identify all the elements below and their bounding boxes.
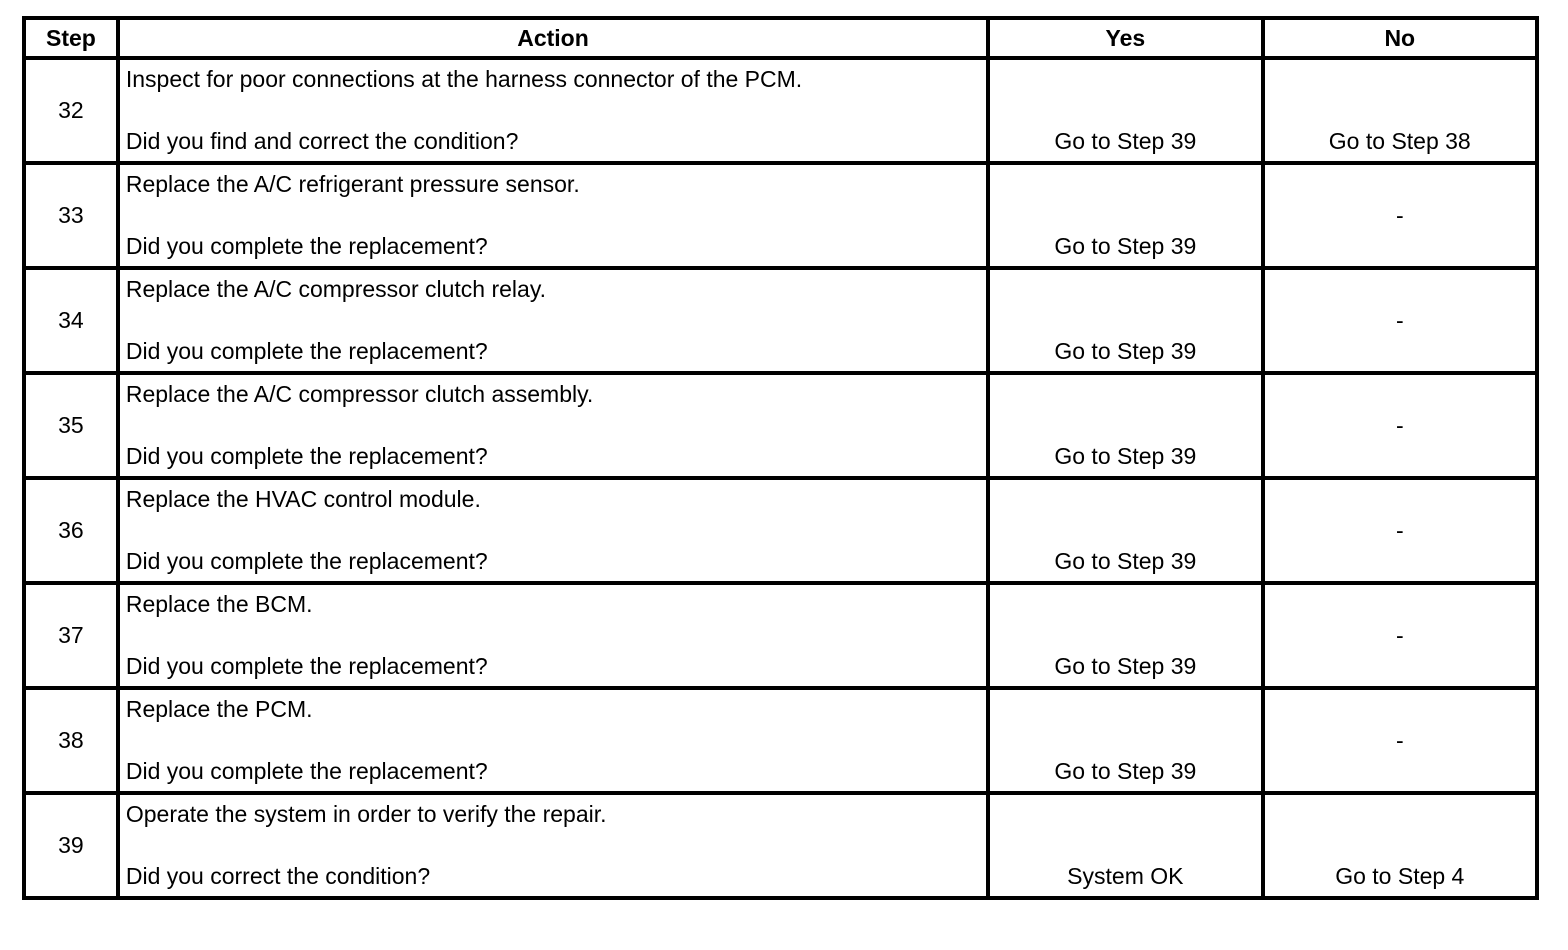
- no-cell: [1263, 793, 1537, 898]
- header-action: Action: [118, 18, 988, 58]
- step-number: 38: [24, 688, 118, 793]
- yes-result: Go to Step 39: [1054, 653, 1197, 679]
- action-cell: [118, 163, 988, 268]
- no-cell: [1263, 688, 1537, 793]
- diagnostic-steps-table: [22, 16, 1539, 900]
- action-cell: [118, 583, 988, 688]
- action-cell: [118, 478, 988, 583]
- step-number: 36: [24, 478, 118, 583]
- action-instruction: Replace the A/C compressor clutch assembly.: [125, 381, 594, 407]
- action-question: Did you complete the replacement?: [125, 233, 488, 259]
- header-yes: Yes: [988, 18, 1262, 58]
- yes-cell: [988, 58, 1262, 163]
- no-cell: [1263, 163, 1537, 268]
- yes-cell: [988, 373, 1262, 478]
- step-number: 37: [24, 583, 118, 688]
- step-number: 33: [24, 163, 118, 268]
- yes-cell: [988, 478, 1262, 583]
- no-cell: [1263, 373, 1537, 478]
- action-cell: [118, 688, 988, 793]
- yes-result: System OK: [1067, 863, 1184, 889]
- no-cell: [1263, 478, 1537, 583]
- yes-result: Go to Step 39: [1054, 548, 1197, 574]
- no-result: Go to Step 4: [1335, 863, 1465, 889]
- header-row: [24, 18, 1537, 58]
- action-question: Did you correct the condition?: [125, 863, 431, 889]
- action-cell: [118, 268, 988, 373]
- table-row: [24, 163, 1537, 268]
- action-instruction: Replace the BCM.: [125, 591, 313, 617]
- no-result-dash: -: [1395, 202, 1404, 228]
- header-no: No: [1263, 18, 1537, 58]
- table-row: [24, 688, 1537, 793]
- no-result-dash: -: [1395, 307, 1404, 333]
- step-number: 35: [24, 373, 118, 478]
- action-question: Did you find and correct the condition?: [125, 128, 519, 154]
- table-row: [24, 58, 1537, 163]
- no-result-dash: -: [1395, 622, 1404, 648]
- yes-result: Go to Step 39: [1054, 443, 1197, 469]
- table-row: [24, 268, 1537, 373]
- no-cell: [1263, 583, 1537, 688]
- action-instruction: Replace the PCM.: [125, 696, 313, 722]
- no-result-dash: -: [1395, 412, 1404, 438]
- table-row: [24, 583, 1537, 688]
- action-cell: [118, 373, 988, 478]
- no-result-dash: -: [1395, 727, 1404, 753]
- yes-cell: [988, 268, 1262, 373]
- no-cell: [1263, 268, 1537, 373]
- table-row: [24, 478, 1537, 583]
- no-result-dash: -: [1395, 517, 1404, 543]
- action-instruction: Replace the A/C compressor clutch relay.: [125, 276, 547, 302]
- action-instruction: Inspect for poor connections at the harness connector of the PCM.: [125, 66, 803, 92]
- action-instruction: Replace the A/C refrigerant pressure sensor.: [125, 171, 580, 197]
- step-number: 39: [24, 793, 118, 898]
- action-instruction: Replace the HVAC control module.: [125, 486, 481, 512]
- action-cell: [118, 793, 988, 898]
- action-question: Did you complete the replacement?: [125, 338, 488, 364]
- action-question: Did you complete the replacement?: [125, 653, 488, 679]
- yes-cell: [988, 163, 1262, 268]
- table-row: [24, 373, 1537, 478]
- no-result: Go to Step 38: [1328, 128, 1471, 154]
- action-cell: [118, 58, 988, 163]
- yes-result: Go to Step 39: [1054, 233, 1197, 259]
- yes-result: Go to Step 39: [1054, 128, 1197, 154]
- step-number: 32: [24, 58, 118, 163]
- step-number: 34: [24, 268, 118, 373]
- table-row: [24, 793, 1537, 898]
- action-question: Did you complete the replacement?: [125, 443, 488, 469]
- yes-cell: [988, 793, 1262, 898]
- action-question: Did you complete the replacement?: [125, 758, 488, 784]
- header-step: Step: [24, 18, 118, 58]
- yes-cell: [988, 583, 1262, 688]
- action-question: Did you complete the replacement?: [125, 548, 488, 574]
- no-cell: [1263, 58, 1537, 163]
- yes-result: Go to Step 39: [1054, 338, 1197, 364]
- yes-cell: [988, 688, 1262, 793]
- action-instruction: Operate the system in order to verify the repair.: [125, 801, 607, 827]
- yes-result: Go to Step 39: [1054, 758, 1197, 784]
